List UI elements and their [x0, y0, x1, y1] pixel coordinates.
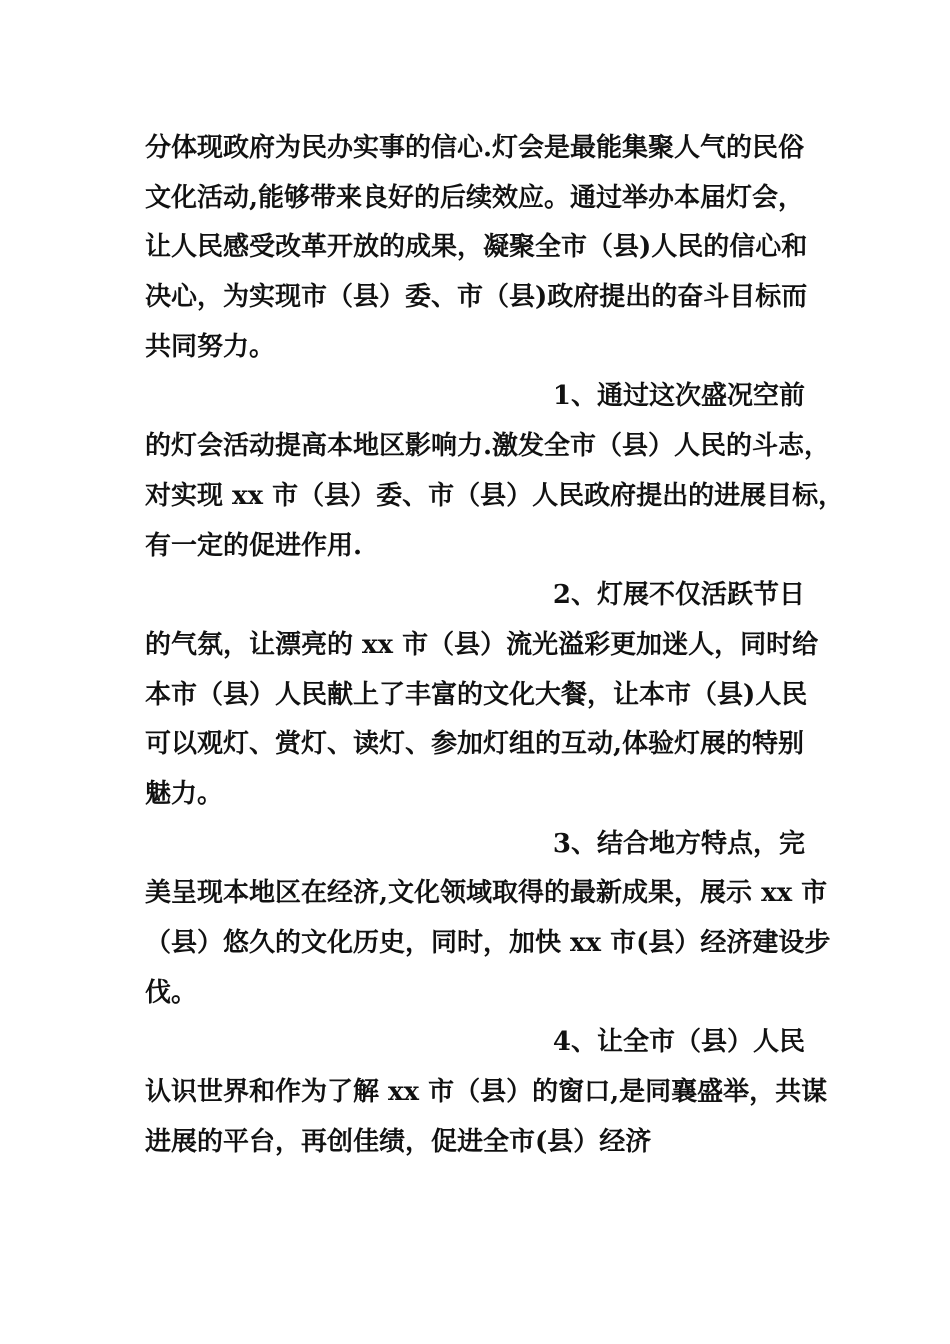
text-line: 伐。 — [145, 977, 198, 1008]
text-line: 魅力。 — [145, 778, 224, 809]
text-line: 可以观灯、赏灯、读灯、参加灯组的互动,体验灯展的特别 — [145, 729, 805, 760]
text-line: 对实现 xx 市（县）委、市（县）人民政府提出的进展目标， — [145, 480, 845, 511]
numbered-item-heading: 3、结合地方特点，完 — [552, 828, 805, 859]
text-line: 决心，为实现市（县）委、市（县)政府提出的奋斗目标而 — [145, 282, 808, 313]
text-line: 的气氛，让漂亮的 xx 市（县）流光溢彩更加迷人，同时给 — [145, 629, 819, 660]
text-line: （县）悠久的文化历史，同时，加快 xx 市(县）经济建设步 — [145, 928, 831, 958]
text-line: 美呈现本地区在经济,文化领域取得的最新成果，展示 xx 市 — [145, 878, 828, 909]
text-line: 分体现政府为民办实事的信心.灯会是最能集聚人气的民俗 — [145, 133, 805, 163]
text-line: 认识世界和作为了解 xx 市（县）的窗口,是同襄盛举，共谋 — [145, 1077, 828, 1108]
document-body — [145, 124, 845, 1167]
text-line: 的灯会活动提高本地区影响力.激发全市（县）人民的斗志， — [145, 431, 831, 462]
text-line: 共同努力。 — [145, 331, 276, 362]
numbered-item-heading: 1、通过这次盛况空前 — [552, 381, 805, 412]
numbered-item-heading: 4、让全市（县）人民 — [552, 1027, 805, 1058]
text-line: 文化活动,能够带来良好的后续效应。通过举办本届灯会， — [145, 182, 805, 213]
text-line: 本市（县）人民献上了丰富的文化大餐，让本市（县)人民 — [145, 679, 808, 710]
text-line: 有一定的促进作用. — [145, 530, 363, 561]
numbered-item-heading: 2、灯展不仅活跃节日 — [552, 580, 805, 611]
text-line: 进展的平台，再创佳绩，促进全市(县）经济 — [145, 1126, 652, 1157]
text-line: 让人民感受改革开放的成果，凝聚全市（县)人民的信心和 — [145, 232, 808, 263]
